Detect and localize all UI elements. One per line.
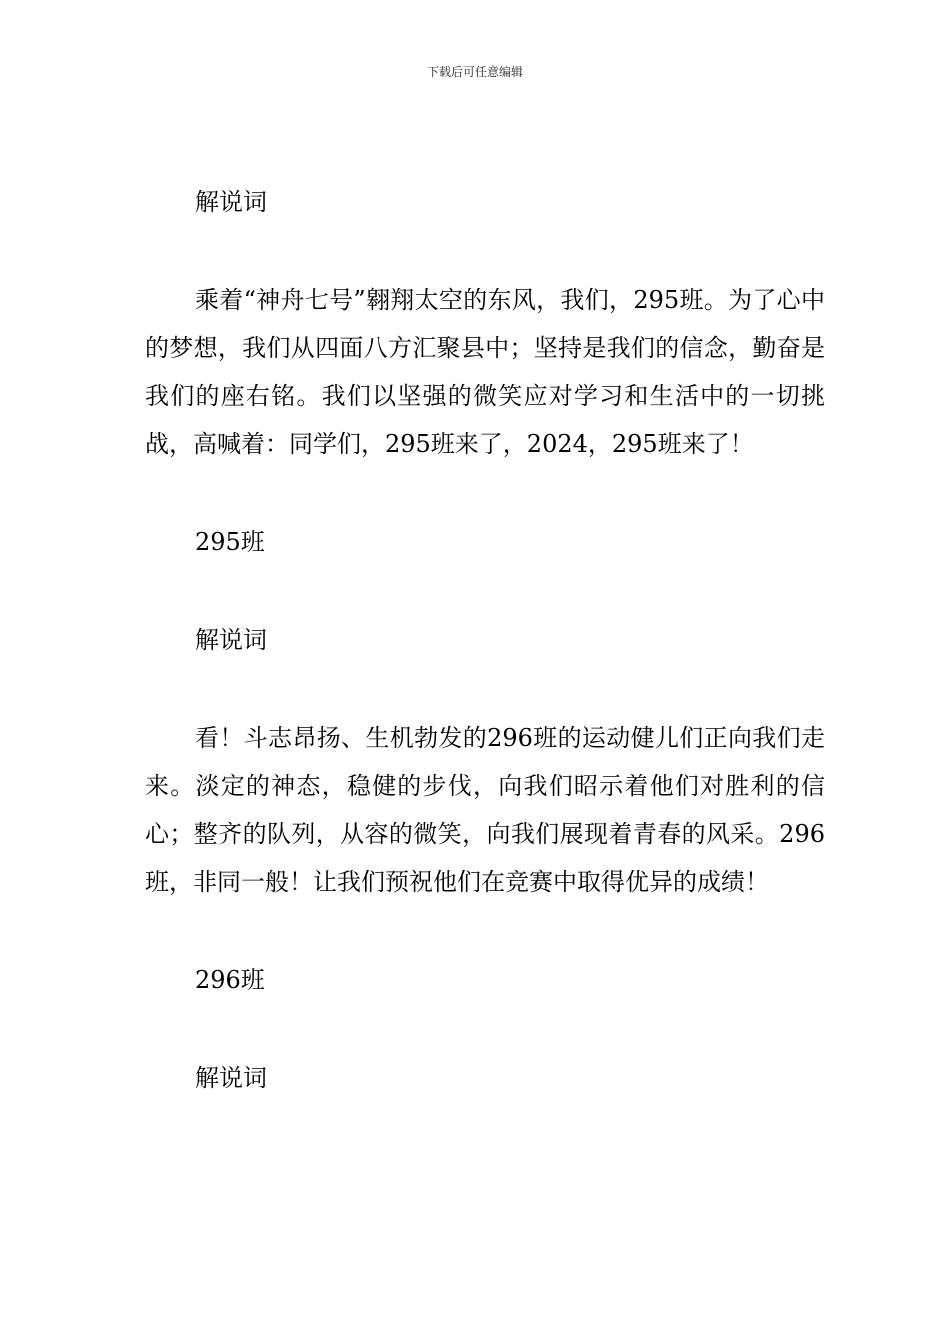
class-label: 295班 xyxy=(195,528,265,556)
class-label: 296班 xyxy=(195,966,265,994)
section-heading: 解说词 xyxy=(195,626,267,654)
section-heading: 解说词 xyxy=(195,188,267,216)
section-heading: 解说词 xyxy=(195,1064,267,1092)
section-paragraph: 乘着“神舟七号”翱翔太空的东风，我们，295班。为了心中的梦想，我们从四面八方汇聚县中；坚持是我们的信念，勤奋是我们的座右铭。我们以坚强的微笑应对学习和生活中的一切挑战，高喊着：同学们，295班来了，2024，295班来了！ xyxy=(145,286,825,458)
page-header-note: 下载后可任意编辑 xyxy=(426,65,523,79)
section-paragraph: 看！斗志昂扬、生机勃发的296班的运动健儿们正向我们走来。淡定的神态，稳健的步伐，向我们昭示着他们对胜利的信心；整齐的队列，从容的微笑，向我们展现着青春的风采。296班，非同一般！让我们预祝他们在竞赛中取得优异的成绩！ xyxy=(145,724,825,896)
document-body xyxy=(145,178,825,1152)
